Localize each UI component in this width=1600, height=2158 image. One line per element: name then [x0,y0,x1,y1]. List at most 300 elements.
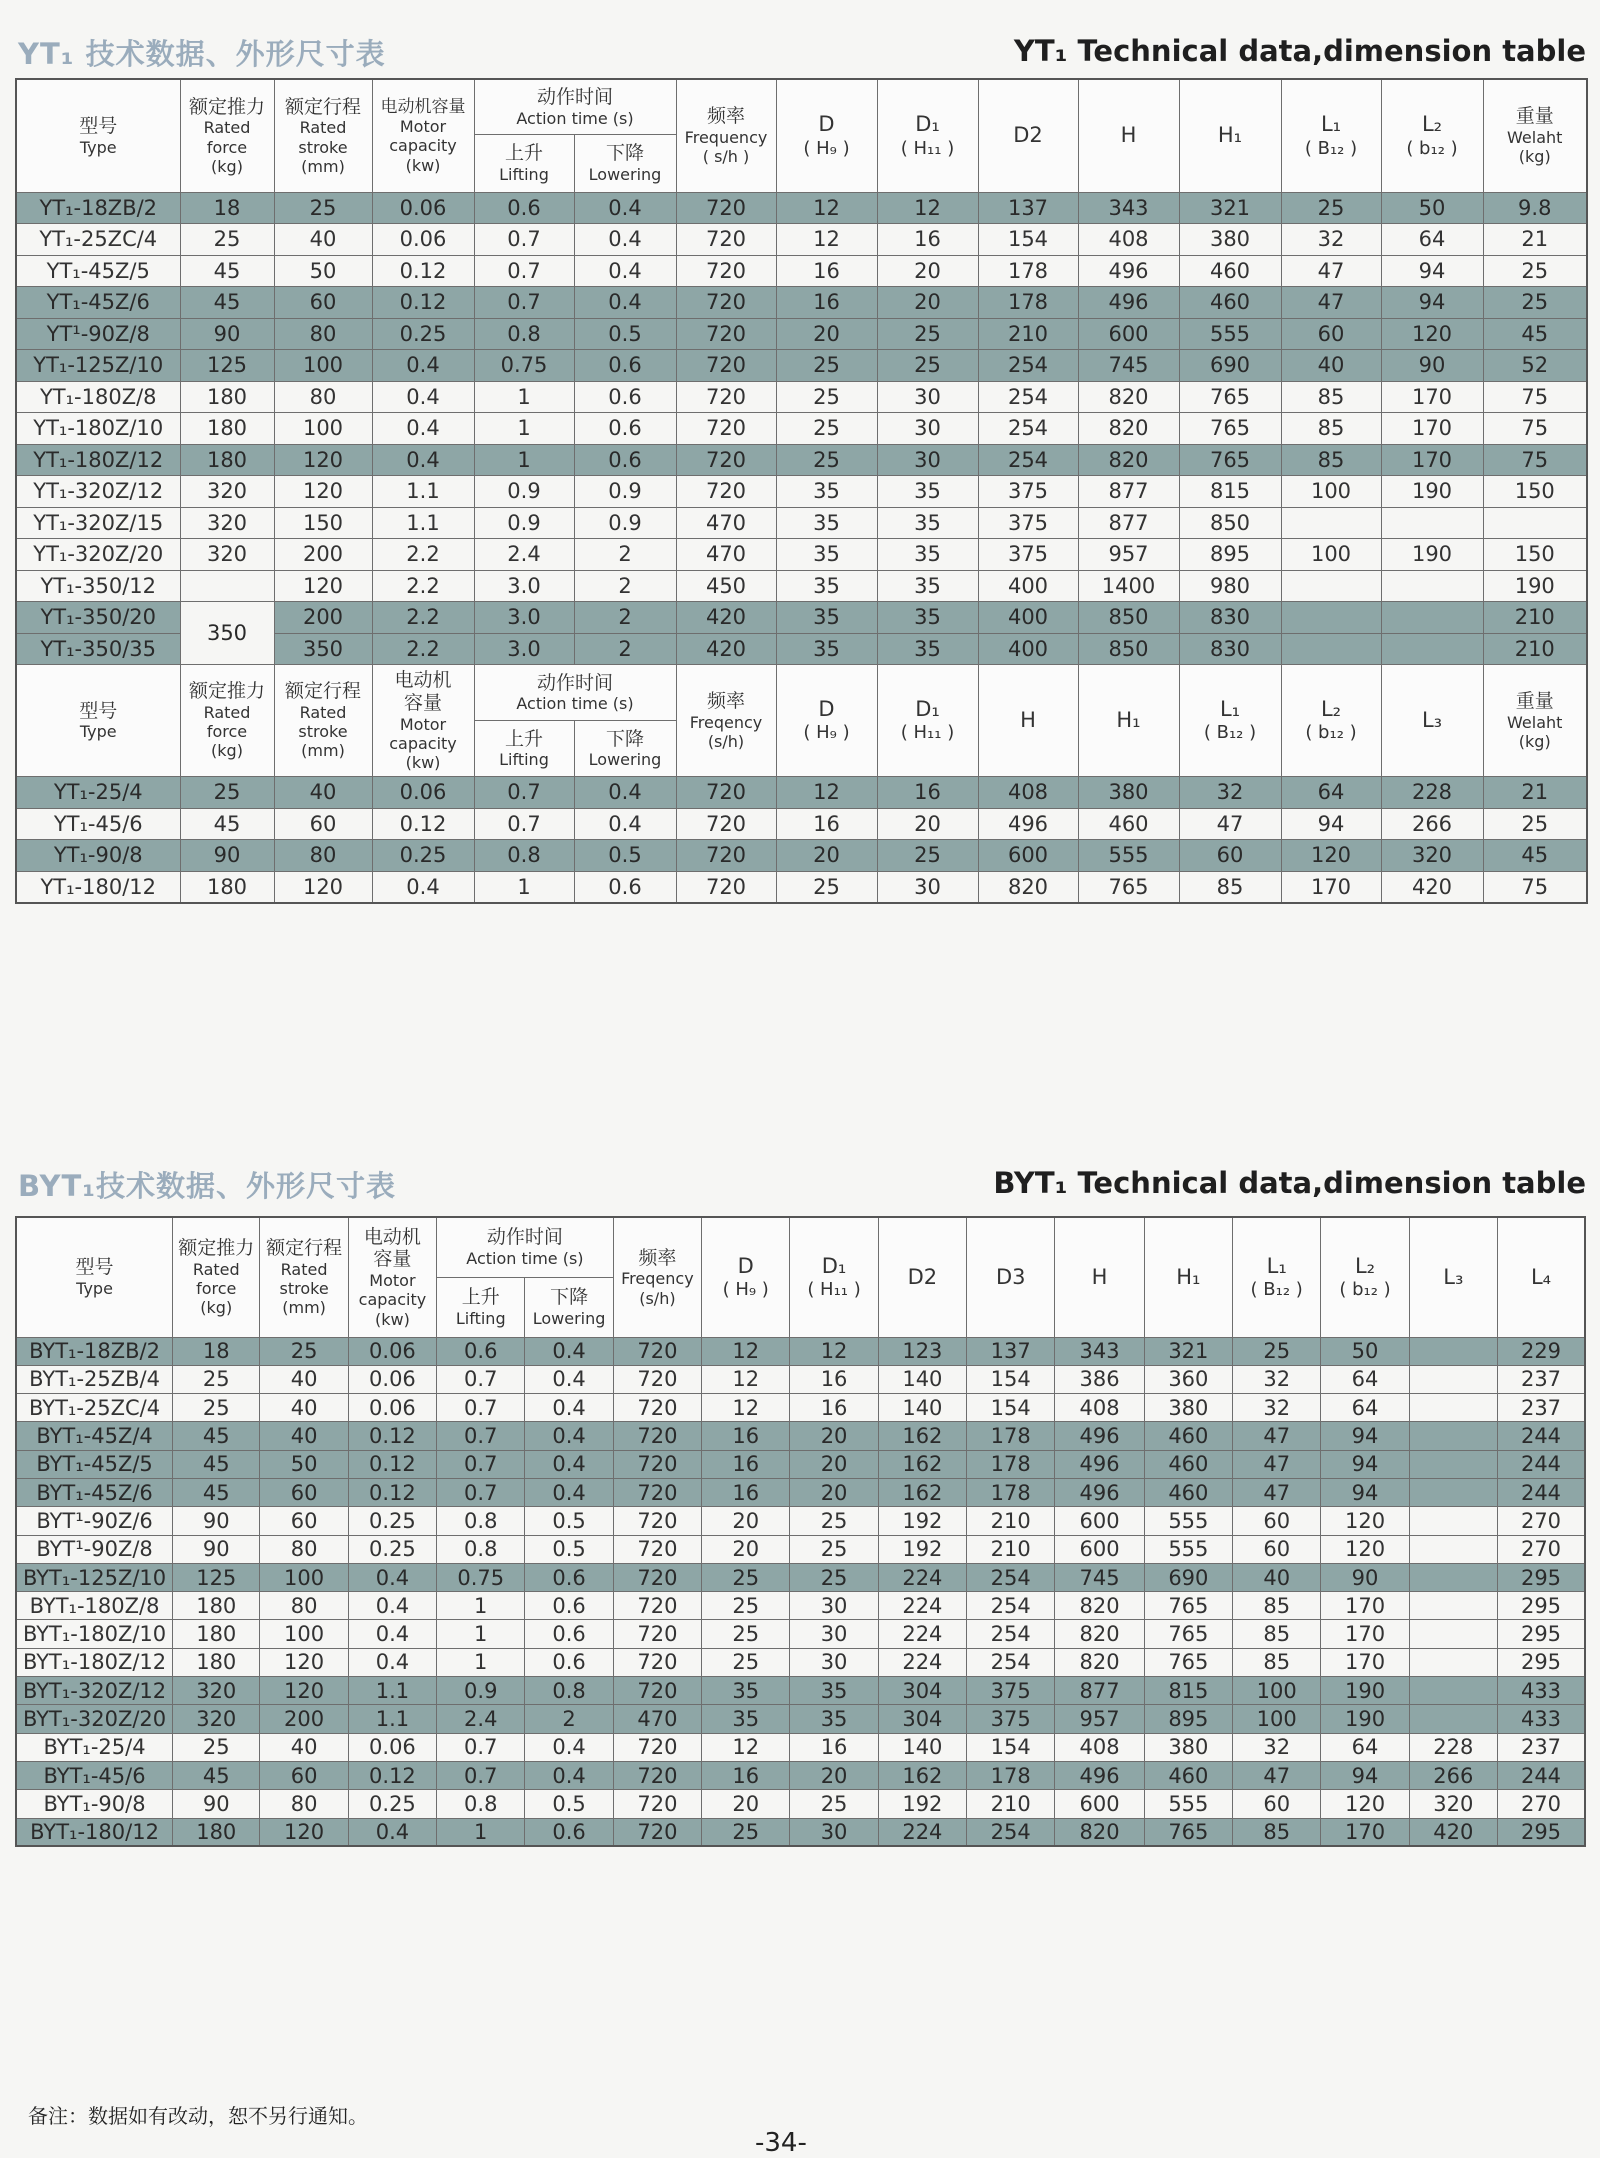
table-cell: 20 [877,808,978,840]
table-cell: 1 [474,381,574,413]
table-cell: 0.6 [574,871,676,903]
table-cell: 2.4 [474,539,574,571]
table-cell: 420 [1409,1818,1497,1846]
table-cell: 200 [274,602,372,634]
table-cell: 140 [878,1394,966,1422]
table-cell: 450 [676,570,776,602]
table-cell: 35 [776,507,877,539]
table-cell: 496 [1078,287,1179,319]
cell-model: BYT₁-45Z/5 [16,1450,173,1478]
table-cell: 980 [1179,570,1281,602]
table-cell: 162 [878,1450,966,1478]
col-type: 型号 Type [16,665,180,777]
table-cell [1381,633,1483,665]
table-cell: 0.4 [525,1478,613,1506]
table-cell: 0.4 [574,192,676,224]
table-cell: 2 [574,633,676,665]
table-cell: 20 [790,1422,878,1450]
cell-model: BYT₁-320Z/12 [16,1677,173,1705]
table-cell: 60 [274,808,372,840]
yt-table-body-2 [16,777,1587,903]
table-cell: 45 [1483,840,1587,872]
table-cell: 224 [878,1648,966,1676]
table-cell: 20 [702,1535,790,1563]
table-cell: 420 [676,602,776,634]
table-cell: 0.4 [372,444,474,476]
cell-model: YT₁-45Z/5 [16,255,180,287]
table-cell: 720 [676,444,776,476]
table-cell: 190 [1381,476,1483,508]
table-cell: 90 [173,1790,260,1818]
table-cell: 2.2 [372,570,474,602]
table-cell: 408 [1055,1394,1144,1422]
table-cell: 295 [1498,1648,1585,1676]
table-cell [1281,602,1381,634]
col-h: H [978,665,1078,777]
yt-table-body [16,192,1587,665]
table-cell: 35 [702,1705,790,1733]
table-cell: 178 [978,255,1078,287]
table-cell: 18 [180,192,274,224]
table-cell: 0.7 [437,1422,525,1450]
table-cell: 30 [877,444,978,476]
table-cell: 90 [173,1535,260,1563]
table-cell: 0.8 [474,318,574,350]
table-cell: 0.4 [574,255,676,287]
table-cell: 64 [1381,224,1483,256]
cell-model: YT₁-180Z/10 [16,413,180,445]
table-cell: 123 [878,1337,966,1365]
cell-model: BYT₁-45/6 [16,1761,173,1789]
table-cell: 320 [173,1705,260,1733]
table-cell: 45 [173,1478,260,1506]
table-row [16,570,1587,602]
table-cell: 12 [702,1733,790,1761]
col-rated-stroke: 额定行程 Rated stroke (mm) [274,665,372,777]
table-cell: 830 [1179,602,1281,634]
cell-model: BYT¹-90Z/6 [16,1507,173,1535]
table-cell: 90 [1381,350,1483,382]
col-h1: H₁ [1078,665,1179,777]
table-cell: 16 [790,1394,878,1422]
col-action-time: 动作时间 Action time (s) [437,1217,614,1277]
table-cell: 895 [1179,539,1281,571]
table-cell: 137 [967,1337,1055,1365]
table-cell: 45 [173,1422,260,1450]
table-cell: 1 [474,444,574,476]
col-lowering: 下降 Lowering [574,134,676,192]
table-cell: 720 [676,413,776,445]
col-action-time: 动作时间 Action time (s) [474,665,676,721]
table-cell: 0.4 [348,1592,436,1620]
cell-model: BYT₁-125Z/10 [16,1563,173,1591]
table-cell: 320 [1409,1790,1497,1818]
table-cell: 30 [877,413,978,445]
table-cell: 75 [1483,381,1587,413]
table-cell: 2.2 [372,539,474,571]
table-cell: 35 [877,507,978,539]
table-cell: 496 [1055,1478,1144,1506]
table-cell: 45 [1483,318,1587,350]
table-cell: 408 [1055,1733,1144,1761]
cell-model: YT₁-350/20 [16,602,180,634]
table-cell: 244 [1498,1478,1585,1506]
table-cell: 720 [613,1478,701,1506]
table-cell: 0.06 [372,192,474,224]
table-cell: 16 [776,808,877,840]
cell-model: YT₁-180Z/12 [16,444,180,476]
table-cell: 192 [878,1535,966,1563]
table-cell: 178 [978,287,1078,319]
table-cell: 25 [790,1790,878,1818]
table-cell: 25 [173,1365,260,1393]
table-cell: 244 [1498,1761,1585,1789]
table-cell: 154 [978,224,1078,256]
byt-table-header [16,1217,1585,1337]
table-cell: 850 [1078,633,1179,665]
table-cell: 408 [1078,224,1179,256]
table-cell: 850 [1078,602,1179,634]
table-cell: 304 [878,1677,966,1705]
table-cell: 0.75 [474,350,574,382]
table-cell: 600 [1055,1535,1144,1563]
table-cell: 0.12 [372,255,474,287]
table-cell: 350 [180,602,274,665]
table-cell [1409,1478,1497,1506]
table-cell: 224 [878,1818,966,1846]
table-cell: 60 [260,1478,348,1506]
table-cell: 85 [1281,444,1381,476]
col-lowering: 下降 Lowering [525,1277,613,1337]
table-row [16,602,1587,634]
table-cell: 470 [676,539,776,571]
table-cell: 25 [180,777,274,809]
table-row [16,1507,1585,1535]
table-cell: 420 [676,633,776,665]
table-cell: 20 [790,1761,878,1789]
table-cell: 360 [1144,1365,1232,1393]
table-row [16,1790,1585,1818]
table-cell: 40 [260,1365,348,1393]
table-cell: 244 [1498,1422,1585,1450]
table-cell [1409,1422,1497,1450]
table-cell: 40 [260,1394,348,1422]
table-cell: 180 [180,871,274,903]
table-cell: 380 [1144,1733,1232,1761]
table-row [16,1818,1585,1846]
table-cell: 433 [1498,1705,1585,1733]
table-cell: 75 [1483,871,1587,903]
table-cell: 720 [613,1648,701,1676]
table-cell: 320 [1381,840,1483,872]
table-cell: 343 [1078,192,1179,224]
table-cell: 25 [776,871,877,903]
table-cell: 35 [877,476,978,508]
table-cell: 180 [173,1648,260,1676]
table-cell: 170 [1321,1818,1409,1846]
table-cell: 50 [274,255,372,287]
table-cell: 80 [274,318,372,350]
table-cell: 0.7 [437,1394,525,1422]
table-cell: 47 [1233,1422,1321,1450]
table-cell: 830 [1179,633,1281,665]
table-cell: 210 [978,318,1078,350]
table-cell: 90 [180,318,274,350]
table-cell: 94 [1321,1761,1409,1789]
table-cell: 877 [1078,476,1179,508]
table-cell: 0.06 [348,1365,436,1393]
col-type: 型号 Type [16,79,180,192]
col-d3: D3 [967,1217,1055,1337]
table-cell: 0.4 [372,381,474,413]
table-row [16,224,1587,256]
byt-table-body [16,1337,1585,1846]
table-cell: 2.2 [372,602,474,634]
table-row [16,1761,1585,1789]
table-cell: 0.25 [372,318,474,350]
col-d1: D₁ ( H₁₁ ) [790,1217,878,1337]
table-cell: 765 [1144,1648,1232,1676]
table-cell: 0.06 [372,777,474,809]
table-cell: 45 [173,1450,260,1478]
table-cell: 957 [1055,1705,1144,1733]
col-h: H [1055,1217,1144,1337]
col-l2: L₂ ( b₁₂ ) [1381,79,1483,192]
table-cell: 25 [877,840,978,872]
table-cell: 460 [1144,1450,1232,1478]
table-cell: 20 [702,1507,790,1535]
table-cell: 720 [676,808,776,840]
table-cell: 0.4 [574,777,676,809]
table-cell: 0.4 [348,1563,436,1591]
table-cell: 0.25 [348,1790,436,1818]
table-cell: 20 [790,1450,878,1478]
table-cell: 0.12 [348,1478,436,1506]
table-row [16,1450,1585,1478]
table-cell: 350 [274,633,372,665]
table-cell: 850 [1179,507,1281,539]
table-cell: 0.75 [437,1563,525,1591]
col-l4: L₄ [1498,1217,1585,1337]
table-cell: 320 [180,539,274,571]
table-cell: 0.8 [474,840,574,872]
table-cell: 0.4 [574,808,676,840]
table-cell: 35 [877,602,978,634]
table-row [16,318,1587,350]
table-cell: 125 [173,1563,260,1591]
cell-model: BYT₁-320Z/20 [16,1705,173,1733]
table-cell: 228 [1381,777,1483,809]
table-cell: 2 [574,602,676,634]
table-cell: 120 [260,1677,348,1705]
table-cell: 60 [1281,318,1381,350]
table-cell: 32 [1233,1394,1321,1422]
table-cell: 320 [180,476,274,508]
table-row [16,381,1587,413]
table-cell: 820 [1078,413,1179,445]
table-cell: 460 [1179,287,1281,319]
col-motor-capacity: 电动机容量 Motor capacity (kw) [372,79,474,192]
table-cell: 60 [260,1507,348,1535]
table-cell [1409,1365,1497,1393]
table-cell: 90 [180,840,274,872]
table-cell: 40 [274,777,372,809]
cell-model: YT₁-25ZC/4 [16,224,180,256]
table-cell: 120 [1321,1535,1409,1563]
table-row [16,1563,1585,1591]
table-cell: 496 [1055,1422,1144,1450]
table-cell: 30 [790,1648,878,1676]
table-cell: 254 [967,1563,1055,1591]
table-cell: 190 [1381,539,1483,571]
table-cell: 720 [613,1818,701,1846]
table-cell: 30 [790,1592,878,1620]
cell-model: BYT₁-180Z/10 [16,1620,173,1648]
cell-model: YT₁-25/4 [16,777,180,809]
col-lifting: 上升 Lifting [437,1277,525,1337]
table-cell: 254 [967,1648,1055,1676]
table-cell: 375 [978,507,1078,539]
table-cell: 40 [1233,1563,1321,1591]
col-h: H [1078,79,1179,192]
table-row [16,777,1587,809]
table-cell: 25 [173,1394,260,1422]
table-cell: 100 [1281,539,1381,571]
table-cell: 45 [180,287,274,319]
table-cell: 224 [878,1563,966,1591]
cell-model: BYT₁-180/12 [16,1818,173,1846]
table-cell: 16 [702,1450,790,1478]
table-cell: 12 [776,192,877,224]
table-cell: 60 [1233,1790,1321,1818]
table-cell [1409,1620,1497,1648]
table-cell: 720 [613,1677,701,1705]
col-motor-capacity: 电动机 容量 Motor capacity (kw) [372,665,474,777]
table-cell: 154 [967,1365,1055,1393]
table-cell: 100 [274,413,372,445]
table-cell: 0.12 [348,1450,436,1478]
col-rated-force: 额定推力 Rated force (kg) [173,1217,260,1337]
table-cell: 496 [978,808,1078,840]
table-cell: 25 [1483,808,1587,840]
table-cell: 178 [967,1422,1055,1450]
table-cell: 120 [274,570,372,602]
table-cell: 210 [967,1790,1055,1818]
byt-title-cn: BYT₁技术数据、外形尺寸表 [18,1169,397,1203]
table-cell: 380 [1078,777,1179,809]
table-cell [1409,1507,1497,1535]
table-cell: 32 [1233,1365,1321,1393]
table-cell: 210 [967,1535,1055,1563]
table-cell: 343 [1055,1337,1144,1365]
table-cell: 820 [1055,1592,1144,1620]
table-cell: 228 [1409,1733,1497,1761]
table-cell: 100 [274,350,372,382]
table-cell: 16 [790,1365,878,1393]
table-cell: 0.8 [437,1535,525,1563]
table-cell: 0.7 [437,1450,525,1478]
table-cell: 0.12 [348,1422,436,1450]
col-rated-stroke: 额定行程 Rated stroke (mm) [274,79,372,192]
table-cell: 16 [790,1733,878,1761]
table-cell: 94 [1321,1478,1409,1506]
table-cell [1381,570,1483,602]
table-cell: 210 [1483,633,1587,665]
table-cell: 0.4 [348,1818,436,1846]
table-row [16,350,1587,382]
table-cell: 0.7 [437,1478,525,1506]
table-row [16,255,1587,287]
table-cell: 720 [676,840,776,872]
table-cell: 0.25 [348,1535,436,1563]
cell-model: YT₁-350/35 [16,633,180,665]
table-cell [1381,507,1483,539]
col-l1: L₁ ( B₁₂ ) [1179,665,1281,777]
table-cell: 0.4 [348,1648,436,1676]
table-cell: 170 [1281,871,1381,903]
table-cell: 0.6 [574,381,676,413]
table-cell: 0.6 [437,1337,525,1365]
table-cell: 0.25 [348,1507,436,1535]
table-cell: 2 [525,1705,613,1733]
table-cell: 555 [1144,1790,1232,1818]
table-cell: 3.0 [474,570,574,602]
table-cell: 0.4 [574,287,676,319]
table-cell: 192 [878,1790,966,1818]
table-cell: 45 [180,808,274,840]
table-cell: 470 [613,1705,701,1733]
table-cell: 555 [1078,840,1179,872]
table-cell: 0.4 [574,224,676,256]
table-cell: 170 [1321,1620,1409,1648]
table-row [16,476,1587,508]
col-h1: H₁ [1144,1217,1232,1337]
table-cell: 460 [1144,1761,1232,1789]
cell-model: YT₁-320Z/12 [16,476,180,508]
table-cell: 162 [878,1478,966,1506]
col-motor-capacity: 电动机 容量 Motor capacity (kw) [348,1217,436,1337]
byt-section-header [0,1164,1600,1204]
cell-model: BYT₁-180Z/12 [16,1648,173,1676]
table-cell: 0.7 [437,1733,525,1761]
table-cell: 0.4 [525,1450,613,1478]
table-cell: 254 [967,1620,1055,1648]
table-row [16,1422,1585,1450]
table-cell: 765 [1179,381,1281,413]
table-cell: 162 [878,1422,966,1450]
table-cell [1381,602,1483,634]
table-cell: 80 [274,381,372,413]
table-cell: 460 [1179,255,1281,287]
table-cell: 1.1 [372,507,474,539]
table-cell: 0.12 [372,287,474,319]
table-cell: 12 [702,1394,790,1422]
table-cell: 600 [1055,1790,1144,1818]
table-cell: 555 [1179,318,1281,350]
table-cell: 820 [1078,444,1179,476]
table-cell: 120 [1281,840,1381,872]
table-cell: 0.06 [348,1337,436,1365]
table-cell: 720 [613,1761,701,1789]
table-cell: 35 [877,570,978,602]
table-cell: 75 [1483,413,1587,445]
table-cell: 0.7 [437,1761,525,1789]
table-cell: 765 [1179,444,1281,476]
table-cell: 47 [1281,287,1381,319]
table-row [16,1733,1585,1761]
table-cell: 12 [702,1365,790,1393]
table-cell: 224 [878,1592,966,1620]
